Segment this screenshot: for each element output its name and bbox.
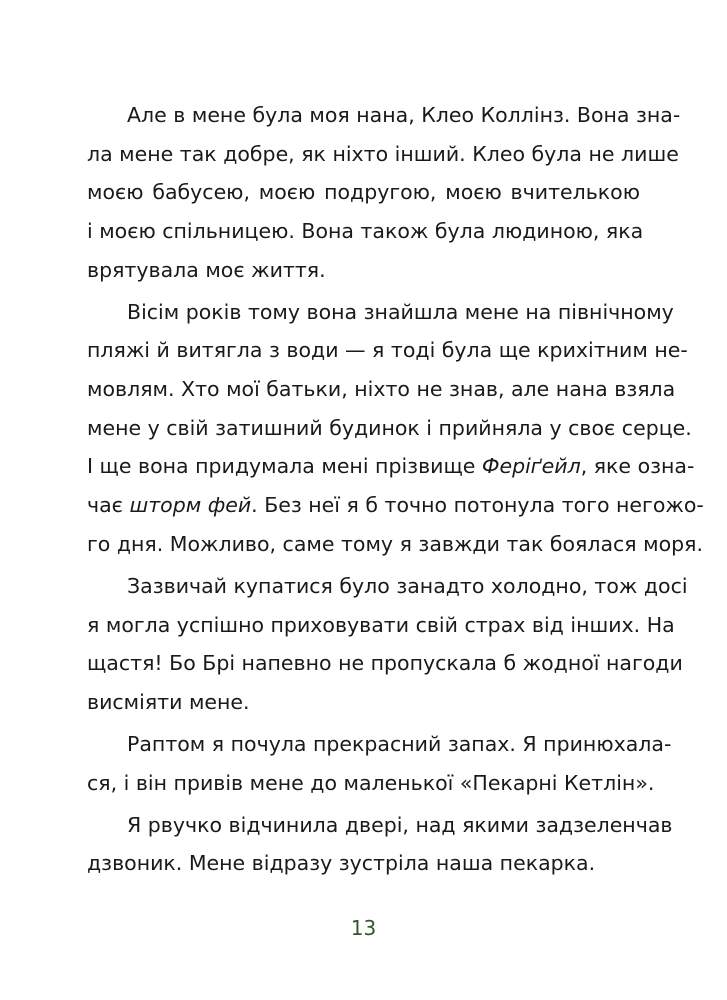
text-line: врятувала моє життя. xyxy=(87,257,326,282)
text-line: мене у свій затишний будинок і прийняла у своє серце. xyxy=(87,415,692,440)
text-line: моєю бабусею, моєю подругою, моєю вчителькою xyxy=(87,180,640,205)
text-line: Вісім років тому вона знайшла мене на північному xyxy=(127,299,674,324)
surname-italic: Феріґейл xyxy=(481,454,581,479)
text-run: І ще вона придумала мені прізвище xyxy=(87,454,482,479)
text-line: пляжі й витягла з води — я тоді була ще крихітним не- xyxy=(87,338,688,363)
text-line: Раптом я почула прекрасний запах. Я принюхала- xyxy=(127,731,672,756)
text-line: ла мене так добре, як ніхто інший. Клео була не лише xyxy=(87,141,679,166)
text-line xyxy=(87,486,704,525)
text-run: , яке озна- xyxy=(580,454,695,479)
paragraph-1 xyxy=(87,96,681,289)
text-run: . Без неї я б точно потонула того негожо- xyxy=(251,493,704,518)
text-line: Але в мене була моя нана, Клео Коллінз. Вона зна- xyxy=(127,103,681,127)
text-line: висміяти мене. xyxy=(87,689,250,714)
text-line: мовлям. Хто мої батьки, ніхто не знав, але нана взяла xyxy=(87,377,676,402)
text-line: щастя! Бо Брі напевно не пропускала б жодної нагоди xyxy=(87,651,683,676)
text-line: я могла успішно приховувати свій страх від інших. На xyxy=(87,612,675,637)
text-line xyxy=(87,447,695,486)
meaning-italic: шторм фей xyxy=(129,493,252,518)
text-line: Я рвучко відчинила двері, над якими задзеленчав xyxy=(127,812,673,837)
paragraph-3 xyxy=(87,567,688,722)
text-run: чає xyxy=(87,493,130,518)
text-line: ся, і він привів мене до маленької «Пекарні Кетлін». xyxy=(87,770,655,795)
text-line: і моєю спільницею. Вона також була людиною, яка xyxy=(87,219,644,244)
paragraph-4 xyxy=(87,725,672,802)
text-line: дзвоник. Мене відразу зустріла наша пекарка. xyxy=(87,851,596,876)
paragraph-5 xyxy=(87,806,673,883)
page-number: 13 xyxy=(350,916,377,940)
paragraph-2 xyxy=(87,293,704,564)
text-line: Зазвичай купатися було занадто холодно, тож досі xyxy=(127,573,688,598)
text-line: го дня. Можливо, саме тому я завжди так боялася моря. xyxy=(87,531,704,556)
body-text xyxy=(87,96,704,883)
